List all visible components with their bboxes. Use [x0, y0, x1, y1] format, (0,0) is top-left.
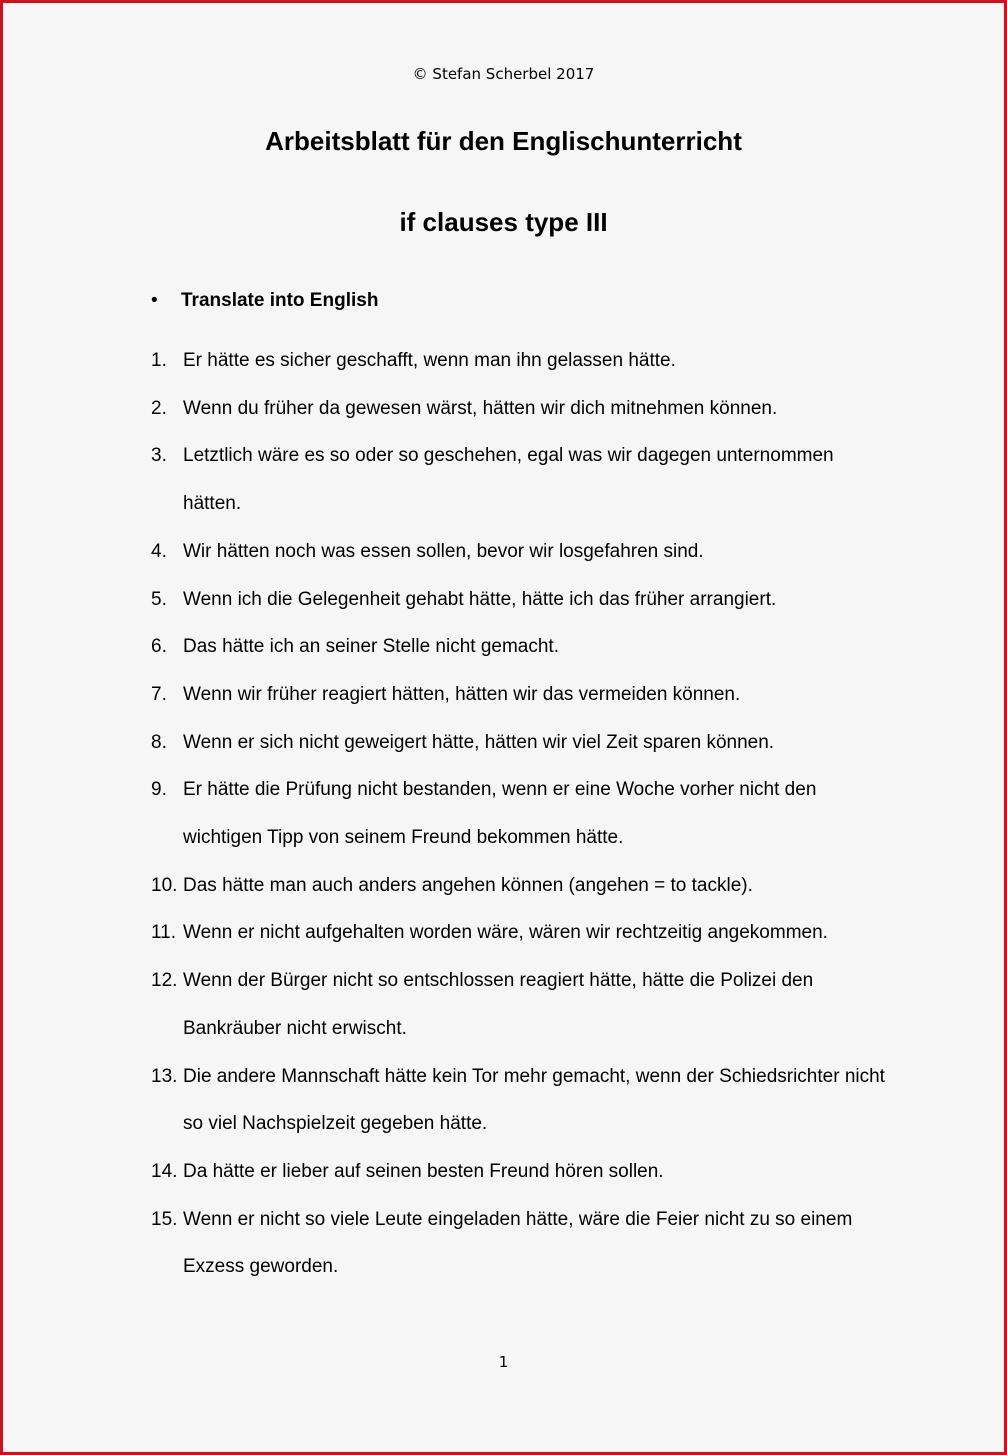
- list-item: [151, 671, 911, 719]
- list-item: [151, 337, 911, 385]
- bullet-icon: •: [151, 290, 158, 311]
- item-text: Er hätte es sicher geschafft, wenn man ihn gelassen hätte.: [183, 350, 676, 371]
- list-item: [151, 909, 911, 957]
- task-label: Translate into English: [181, 290, 379, 311]
- item-number: 3.: [151, 445, 167, 467]
- item-text: Letztlich wäre es so oder so geschehen, egal was wir dagegen unternommen hätten.: [183, 445, 834, 515]
- item-number: 8.: [151, 731, 167, 753]
- item-number: 9.: [151, 779, 167, 801]
- item-text: Wenn du früher da gewesen wärst, hätten wir dich mitnehmen können.: [183, 397, 778, 419]
- item-text: Wir hätten noch was essen sollen, bevor wir losgefahren sind.: [183, 540, 704, 562]
- item-text: Wenn ich die Gelegenheit gehabt hätte, hätte ich das früher arrangiert.: [183, 588, 777, 610]
- task-instruction: [151, 290, 378, 312]
- item-number: 4.: [151, 540, 167, 562]
- item-number: 5.: [151, 588, 167, 610]
- list-item: [151, 957, 911, 1052]
- item-text: Da hätte er lieber auf seinen besten Freund hören sollen.: [183, 1160, 664, 1182]
- list-item: [151, 432, 911, 527]
- exercise-list: [151, 337, 911, 1291]
- list-item: [151, 1148, 911, 1196]
- list-item: [151, 1053, 911, 1148]
- item-number: 14.: [151, 1160, 178, 1182]
- item-number: 12.: [151, 970, 178, 992]
- item-text: Das hätte man auch anders angehen können (angehen = to tackle).: [183, 874, 753, 896]
- list-item: [151, 385, 911, 433]
- item-text: Die andere Mannschaft hätte kein Tor mehr gemacht, wenn der Schiedsrichter nicht so viel Nachspielzeit gegeben hätte.: [183, 1065, 885, 1135]
- worksheet-subtitle: if clauses type III: [399, 207, 608, 237]
- list-item: [151, 766, 911, 861]
- item-number: 13.: [151, 1065, 178, 1087]
- item-number: 7.: [151, 683, 167, 705]
- item-text: Das hätte ich an seiner Stelle nicht gemacht.: [183, 636, 559, 658]
- item-number: 6.: [151, 636, 167, 658]
- copyright-notice: © Stefan Scherbel 2017: [412, 65, 595, 83]
- item-text: Wenn er nicht aufgehalten worden wäre, wären wir rechtzeitig angekommen.: [183, 922, 828, 944]
- worksheet-title: Arbeitsblatt für den Englischunterricht: [265, 126, 742, 156]
- item-text: Er hätte die Prüfung nicht bestanden, wenn er eine Woche vorher nicht den wichtigen Tipp von seinem Freund bekommen hätte.: [183, 779, 817, 849]
- item-text: Wenn der Bürger nicht so entschlossen reagiert hätte, hätte die Polizei den Bankräuber nicht erwischt.: [183, 970, 814, 1039]
- item-text: Wenn er sich nicht geweigert hätte, hätten wir viel Zeit sparen können.: [183, 731, 775, 753]
- list-item: [151, 1196, 911, 1291]
- list-item: [151, 623, 911, 671]
- item-number: 2.: [151, 397, 167, 419]
- list-item: [151, 576, 911, 624]
- list-item: [151, 719, 911, 767]
- item-text: Wenn wir früher reagiert hätten, hätten wir das vermeiden können.: [183, 683, 741, 705]
- item-number: 15.: [151, 1208, 178, 1230]
- list-item: [151, 862, 911, 910]
- item-number: 10.: [151, 874, 178, 896]
- page-number: 1: [498, 1353, 509, 1371]
- item-text: Wenn er nicht so viele Leute eingeladen hätte, wäre die Feier nicht zu so einem Exzess geworden.: [183, 1208, 853, 1278]
- item-number: 1.: [151, 350, 167, 371]
- list-item: [151, 528, 911, 576]
- item-number: 11.: [151, 922, 177, 944]
